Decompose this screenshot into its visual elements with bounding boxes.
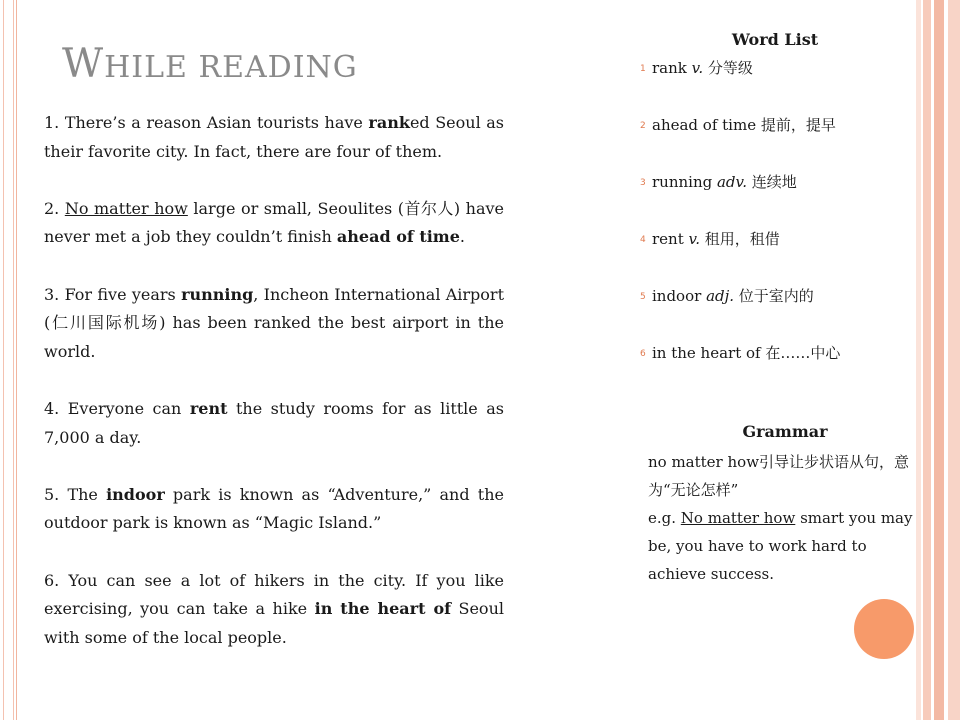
reading-text: 2. [44,198,65,218]
reading-paragraph [44,281,504,367]
word-list-number: 1 [640,64,646,74]
word-list-item [640,56,920,113]
word-list-number: 3 [640,178,646,188]
word-list-item [640,170,920,227]
word-list-number: 5 [640,292,646,302]
word-list-meaning: 租用，租借 [699,230,780,248]
slide-left-border [0,0,17,720]
reading-paragraph [44,195,504,252]
word-list-word: rent [652,230,689,248]
word-list-meaning: 位于室内的 [734,287,814,305]
reading-text: the study rooms for as little as 7,000 a day. [44,398,505,447]
word-list-number: 4 [640,235,646,245]
word-list-title: Word List [731,30,819,49]
word-list-item [640,341,920,398]
reading-text: park is known as “Adventure,” and the outdoor park is known as “Magic Island.” [44,484,504,533]
keyword: running [181,284,254,304]
reading-passage [44,109,504,652]
keyword: ahead of time [336,227,460,247]
word-list-pos: v. [688,230,700,248]
reading-text: 3. For five years [44,284,182,304]
word-list-meaning: 分等级 [703,59,753,77]
grammar-explanation: no matter how引导让步状语从句，意为“无论怎样” [648,453,910,499]
word-list-meaning: 在……中心 [765,344,841,362]
word-list-number: 2 [640,121,646,131]
word-list-number: 6 [640,349,646,359]
reading-paragraph [44,481,504,538]
reading-paragraph [44,567,504,653]
reading-text: 6. You can see a lot of hikers in the city. If you like exercising, you can take a hike [44,570,504,619]
reading-paragraph [44,395,504,452]
word-list-word: running [652,173,717,191]
grammar-highlight: No matter how [64,198,188,218]
slide-title-cap: W [62,41,105,87]
word-list-word: indoor [652,287,707,305]
grammar-title: Grammar [742,422,828,441]
word-list-pos: v. [691,59,704,77]
reading-paragraph [44,109,504,166]
keyword: rank [368,113,410,132]
grammar-note [648,448,916,588]
word-list-pos: adj. [706,287,735,305]
word-list-item [640,113,920,170]
reading-text: 4. Everyone can [44,398,190,418]
reading-text: . [459,227,466,247]
word-list-pos: adv. [716,173,747,191]
slide-left-border-inner [3,0,14,720]
word-list-word: in the heart of [652,344,766,362]
grammar-example: e.g. No matter how smart you may be, you have to work hard to achieve success. [648,509,913,583]
word-list-item [640,284,920,341]
reading-text: Seoul with some of the local people. [44,599,504,647]
reading-text: , Incheon International Airport (仁川国际机场) has been ranked the best airport in the world. [44,284,505,361]
decorative-stripes [916,0,960,720]
word-list [640,56,920,398]
keyword: rent [189,398,228,418]
word-list-word: rank [652,59,692,77]
keyword: in the heart of [314,599,452,619]
word-list-word: ahead of time [652,116,761,134]
keyword: indoor [106,484,165,504]
word-list-meaning: 提前，提早 [760,116,836,134]
decorative-circle [854,599,914,659]
slide-title-rest: HILE READING [104,50,358,85]
reading-text: 1. There’s a reason Asian tourists have [44,113,369,132]
reading-text: 5. The [44,484,107,504]
reading-text: large or small, Seoulites (首尔人) have never met a job they couldn’t finish [44,198,505,247]
slide-title [62,41,358,87]
grammar-example-underline: No matter how [680,509,796,527]
word-list-item [640,227,920,284]
reading-text: ed Seoul as their favorite city. In fact, there are four of them. [44,113,504,161]
word-list-meaning: 连续地 [747,173,797,191]
